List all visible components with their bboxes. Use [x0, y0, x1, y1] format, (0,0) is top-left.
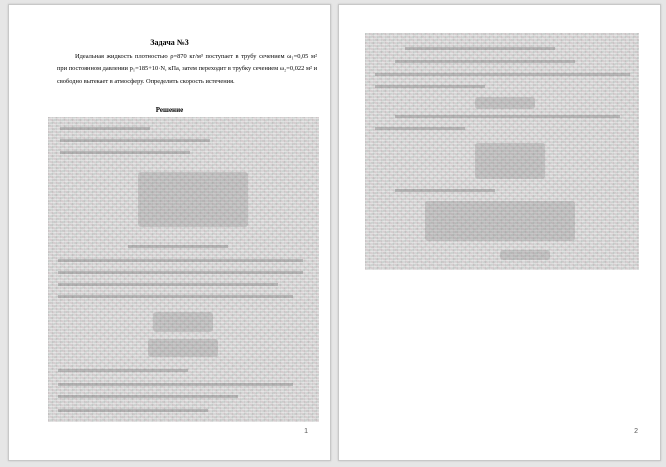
scanned-solution-image — [48, 117, 319, 422]
scanned-solution-image-continued — [365, 33, 639, 270]
document-page-1 — [8, 4, 331, 461]
solution-heading: Решение — [155, 106, 184, 114]
problem-title: Задача №3 — [150, 38, 189, 47]
problem-statement — [57, 51, 317, 88]
document-page-2 — [338, 4, 661, 461]
page-number: 2 — [634, 428, 638, 435]
page-number: 1 — [304, 428, 308, 435]
problem-statement-text: Идеальная жидкость плотностью ρ=870 кг/м³ поступает в трубу сечением ω₁=0,05 м² при постоянном давлении p₁=185+10·N, кПа, затем переходит в трубку сечением ω₂=0,022 м² и свободно вытекает в атмосферу. Определить скорость истечения. — [57, 53, 317, 85]
